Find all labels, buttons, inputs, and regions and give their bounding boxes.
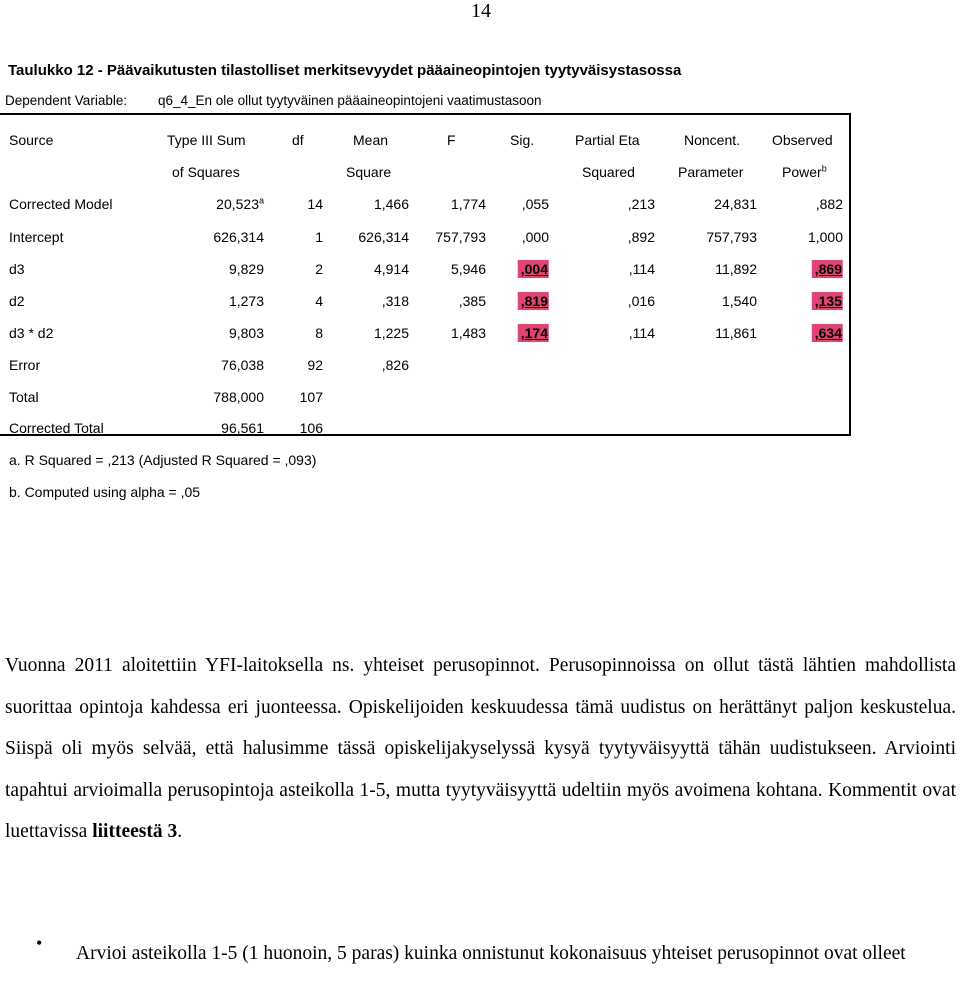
header-f: F — [447, 132, 456, 148]
header-eta-2: Squared — [582, 164, 635, 180]
cell-sig: ,055 — [521, 196, 549, 212]
cell-f: 5,946 — [450, 261, 486, 277]
cell-df: 8 — [315, 325, 323, 341]
cell-ss: 788,000 — [213, 389, 264, 405]
paragraph-text: Vuonna 2011 aloitettiin YFI-laitoksella ns. yhteiset perusopinnot. Perusopinnoissa on ollut tästä lähtien mahdollista suorittaa opintoja kahdessa eri juonteessa. Opiskelijoiden keskuudessa tämä uudistus on herättänyt paljon keskustelua. Siispä oli myös selvää, että halusimme tässä opiskelijakyselyssä kysyä tyytyväisyyttä tähän uudistukseen. Arviointi tapahtui arvioimalla perusopintoja asteikolla 1-5, mutta tyytyväisyyttä udeltiin myös avoimena kohtana. Kommentit ovat luettavissa — [5, 655, 956, 843]
header-nc-1: Noncent. — [684, 132, 741, 148]
power-footnote-marker: b — [821, 163, 827, 174]
cell-ms: 626,314 — [358, 229, 409, 245]
cell-power-highlighted: ,135 — [812, 292, 843, 310]
cell-f: 757,793 — [435, 229, 486, 245]
bullet-item: Arvioi asteikolla 1-5 (1 huonoin, 5 paras) kuinka onnistunut kokonaisuus yhteiset perusopinnot ovat olleet — [76, 943, 906, 964]
dependent-variable — [5, 93, 542, 108]
cell-eta: ,213 — [627, 196, 655, 212]
table-row-source: Error — [9, 357, 41, 373]
header-ss-2: of Squares — [172, 164, 240, 180]
cell-power: 1,000 — [807, 229, 843, 245]
cell-eta: ,114 — [628, 261, 655, 277]
cell-nc: 757,793 — [706, 229, 757, 245]
cell-ss: 9,829 — [228, 261, 264, 277]
cell-power: ,882 — [815, 196, 843, 212]
ss-footnote-marker: a — [258, 195, 264, 206]
bullet-icon: • — [36, 933, 43, 953]
cell-df: 2 — [315, 261, 323, 277]
cell-f: ,385 — [458, 293, 486, 309]
cell-sig-highlighted: ,004 — [518, 260, 549, 278]
body-paragraph — [5, 645, 956, 853]
header-nc-2: Parameter — [678, 164, 744, 180]
appendix-reference: liitteestä 3 — [92, 821, 178, 843]
header-power-2: Power$^b$ — [782, 163, 827, 180]
table-row-source: d2 — [9, 293, 25, 309]
paragraph-end: . — [177, 821, 183, 843]
cell-f: 1,483 — [450, 325, 486, 341]
cell-df: 92 — [307, 357, 323, 373]
header-eta-1: Partial Eta — [575, 132, 640, 148]
cell-df: 107 — [299, 389, 323, 405]
cell-df: 106 — [299, 420, 323, 436]
header-df: df — [292, 132, 304, 148]
header-power-1: Observed — [772, 132, 833, 148]
header-ss-1: Type III Sum — [167, 132, 246, 148]
cell-ss: 626,314 — [213, 229, 264, 245]
cell-sig: ,000 — [521, 229, 549, 245]
header-sig: Sig. — [510, 132, 535, 148]
dependent-variable-label: Dependent Variable: — [5, 93, 128, 108]
table-footnote-b: b. Computed using alpha = ,05 — [9, 484, 201, 500]
cell-f: 1,774 — [450, 196, 486, 212]
cell-eta: ,016 — [627, 293, 655, 309]
page-number: 14 — [471, 0, 491, 22]
cell-ss: 9,803 — [228, 325, 264, 341]
table-row-source: d3 * d2 — [9, 325, 54, 341]
cell-ms: ,318 — [381, 293, 409, 309]
cell-ss: 76,038 — [221, 357, 264, 373]
table-row-source: Total — [9, 389, 39, 405]
cell-ms: 4,914 — [373, 261, 409, 277]
cell-eta: ,114 — [628, 325, 655, 341]
cell-nc: 1,540 — [721, 293, 757, 309]
cell-nc: 11,861 — [715, 325, 757, 341]
cell-sig-highlighted: ,174 — [518, 324, 549, 342]
dependent-variable-value: q6_4_En ole ollut tyytyväinen pääaineopintojeni vaatimustasoon — [158, 93, 542, 108]
header-ms-1: Mean — [353, 132, 389, 148]
cell-nc: 11,892 — [715, 261, 757, 277]
table-footnote-a: a. R Squared = ,213 (Adjusted R Squared = ,093) — [9, 452, 317, 468]
table-row-source: d3 — [9, 261, 25, 277]
table-title: Taulukko 12 - Päävaikutusten tilastolliset merkitsevyydet pääaineopintojen tyytyväisystasossa — [8, 62, 682, 79]
cell-ss: 96,561 — [221, 420, 264, 436]
cell-power-highlighted: ,869 — [812, 260, 843, 278]
cell-eta: ,892 — [627, 229, 655, 245]
cell-ms: 1,466 — [373, 196, 409, 212]
anova-table — [0, 113, 851, 436]
header-ms-2: Square — [346, 164, 392, 180]
cell-df: 1 — [315, 229, 323, 245]
header-source: Source — [9, 132, 54, 148]
cell-df: 4 — [315, 293, 323, 309]
cell-ss: 1,273 — [228, 293, 264, 309]
table-row-source: Intercept — [9, 229, 64, 245]
cell-power-highlighted: ,634 — [812, 324, 843, 342]
table-row-source: Corrected Model — [9, 196, 113, 212]
cell-df: 14 — [307, 196, 323, 212]
cell-sig-highlighted: ,819 — [518, 292, 549, 310]
cell-ms: 1,225 — [373, 325, 409, 341]
cell-nc: 24,831 — [714, 196, 757, 212]
table-row-source: Corrected Total — [9, 420, 104, 436]
cell-ms: ,826 — [381, 357, 409, 373]
cell-ss: 20,523$^a$ — [216, 195, 264, 212]
